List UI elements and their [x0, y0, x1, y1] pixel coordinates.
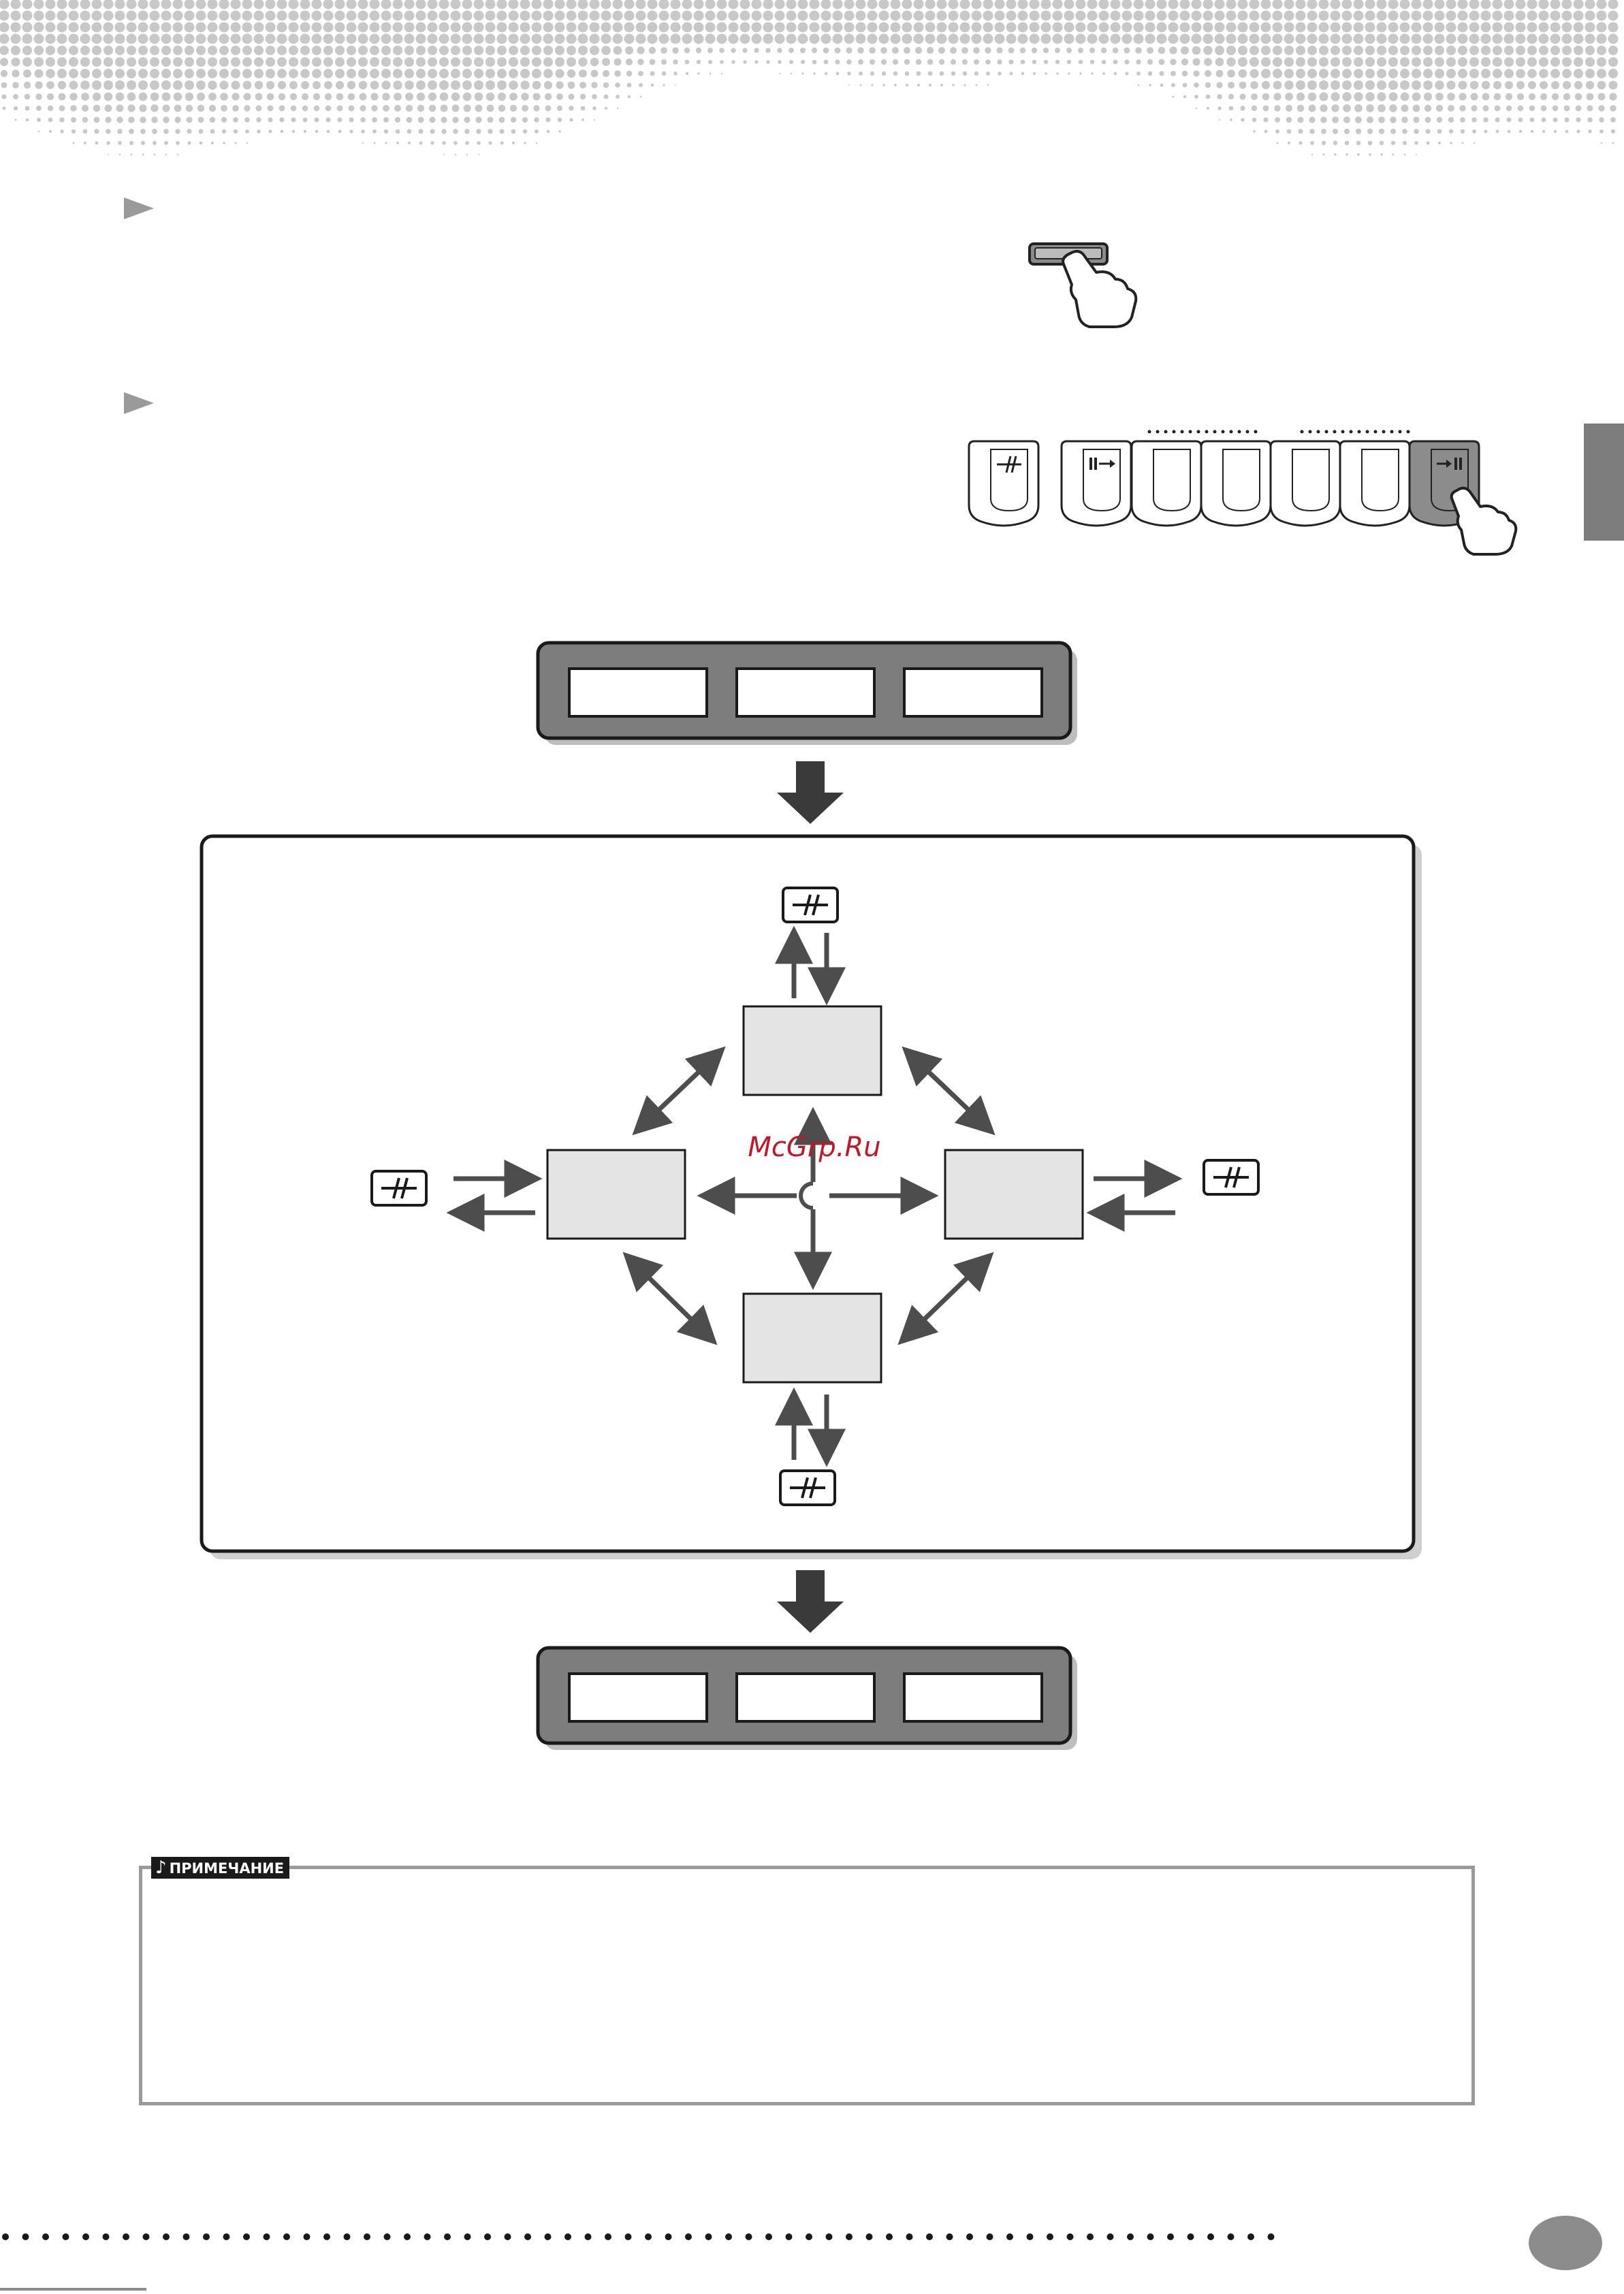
stop-sync-icon[interactable] — [1204, 1160, 1258, 1194]
bottom-panel-slot — [737, 1674, 874, 1721]
footer-dot — [22, 2233, 29, 2240]
footer-dot — [866, 2233, 873, 2240]
footer-dot — [1107, 2233, 1114, 2240]
blank-button[interactable] — [1132, 441, 1201, 526]
footer-dot — [264, 2233, 270, 2240]
footer-line — [0, 2288, 146, 2291]
footer-dot — [2, 2233, 9, 2240]
footer-dot-rule — [0, 2232, 1287, 2242]
footer-dot — [484, 2233, 491, 2240]
footer-dot — [243, 2233, 250, 2240]
footer-dot — [82, 2233, 89, 2240]
footer-dot — [1067, 2233, 1074, 2240]
footer-dot — [143, 2233, 150, 2240]
footer-dot — [987, 2233, 993, 2240]
footer-dot — [1268, 2233, 1275, 2240]
footer-dot — [826, 2233, 833, 2240]
footer-dot — [63, 2233, 69, 2240]
footer-dot — [1087, 2233, 1094, 2240]
down-arrow — [777, 1570, 844, 1633]
footer-dot — [786, 2233, 793, 2240]
down-arrow — [777, 761, 844, 824]
footer-dot — [444, 2233, 451, 2240]
footer-dot — [323, 2233, 330, 2240]
stop-sync-button[interactable] — [969, 441, 1038, 526]
state-box-top — [744, 1006, 881, 1095]
bottom-panel-slot — [569, 1674, 707, 1721]
play-pause-button[interactable] — [1410, 441, 1516, 554]
footer-dot — [605, 2233, 611, 2240]
state-box-bottom — [744, 1294, 881, 1382]
footer-dot — [384, 2233, 391, 2240]
footer-dot — [685, 2233, 692, 2240]
stop-sync-icon[interactable] — [372, 1171, 426, 1205]
footer-dot — [223, 2233, 230, 2240]
stop-sync-icon[interactable] — [780, 1471, 835, 1505]
state-box-left — [547, 1150, 685, 1239]
note-box — [139, 1866, 1475, 2105]
note-label — [151, 1857, 289, 1879]
stop-sync-icon[interactable] — [783, 888, 838, 922]
top-panel-slot — [569, 669, 707, 716]
wide-button-pressed-by-hand-icon[interactable] — [1030, 244, 1136, 327]
footer-dot — [42, 2233, 49, 2240]
footer-dot — [886, 2233, 893, 2240]
footer-dot — [283, 2233, 290, 2240]
blank-button[interactable] — [1201, 441, 1271, 526]
footer-dot — [1127, 2233, 1134, 2240]
top-panel-slot — [904, 669, 1042, 716]
footer-dot — [1027, 2233, 1034, 2240]
footer-dot — [765, 2233, 772, 2240]
button-group-dots — [1148, 430, 1410, 434]
footer-dot — [625, 2233, 632, 2240]
top-panel-slot — [737, 669, 874, 716]
footer-dot — [1147, 2233, 1154, 2240]
watermark-text: McGrp.Ru — [748, 1132, 881, 1163]
footer-dot — [424, 2233, 431, 2240]
footer-dot — [103, 2233, 110, 2240]
footer-dot — [585, 2233, 592, 2240]
footer-dot — [906, 2233, 913, 2240]
footer-dot — [926, 2233, 933, 2240]
top-panel — [538, 643, 1077, 745]
footer-dot — [505, 2233, 511, 2240]
footer-dot — [645, 2233, 652, 2240]
footer-dot — [545, 2233, 552, 2240]
bottom-panel-slot — [904, 1674, 1042, 1721]
pointing-hand-icon — [1452, 488, 1516, 554]
footer-dot — [203, 2233, 210, 2240]
footer-dot — [846, 2233, 853, 2240]
footer-dot — [183, 2233, 190, 2240]
note-label-text: ПРИМЕЧАНИЕ — [169, 1860, 285, 1877]
footer-dot — [1188, 2233, 1194, 2240]
footer-dot — [1006, 2233, 1013, 2240]
footer-dot — [966, 2233, 973, 2240]
footer-dot — [1207, 2233, 1214, 2240]
footer-dot — [806, 2233, 812, 2240]
footer-dot — [404, 2233, 411, 2240]
footer-dot — [464, 2233, 471, 2240]
bottom-panel — [538, 1648, 1077, 1750]
footer-dot — [344, 2233, 351, 2240]
blank-button[interactable] — [1340, 441, 1410, 526]
state-box-right — [945, 1150, 1083, 1239]
footer-dot — [364, 2233, 370, 2240]
footer-dot — [946, 2233, 953, 2240]
footer-dot — [1228, 2233, 1235, 2240]
footer-dot — [1247, 2233, 1254, 2240]
footer-dot — [304, 2233, 311, 2240]
footer-dot — [564, 2233, 571, 2240]
transport-button-row — [969, 430, 1516, 555]
footer-dot — [725, 2233, 732, 2240]
footer-dot — [705, 2233, 712, 2240]
footer-dot — [163, 2233, 170, 2240]
footer-dot — [123, 2233, 129, 2240]
footer-dot — [665, 2233, 672, 2240]
eighth-note-icon: ♪ — [155, 1858, 167, 1878]
pause-play-button[interactable] — [1062, 441, 1131, 526]
page-number-circle — [1529, 2216, 1602, 2270]
footer-dot — [524, 2233, 531, 2240]
footer-dot — [746, 2233, 752, 2240]
footer-dot — [1167, 2233, 1174, 2240]
blank-button[interactable] — [1271, 441, 1340, 526]
footer-dot — [1047, 2233, 1053, 2240]
